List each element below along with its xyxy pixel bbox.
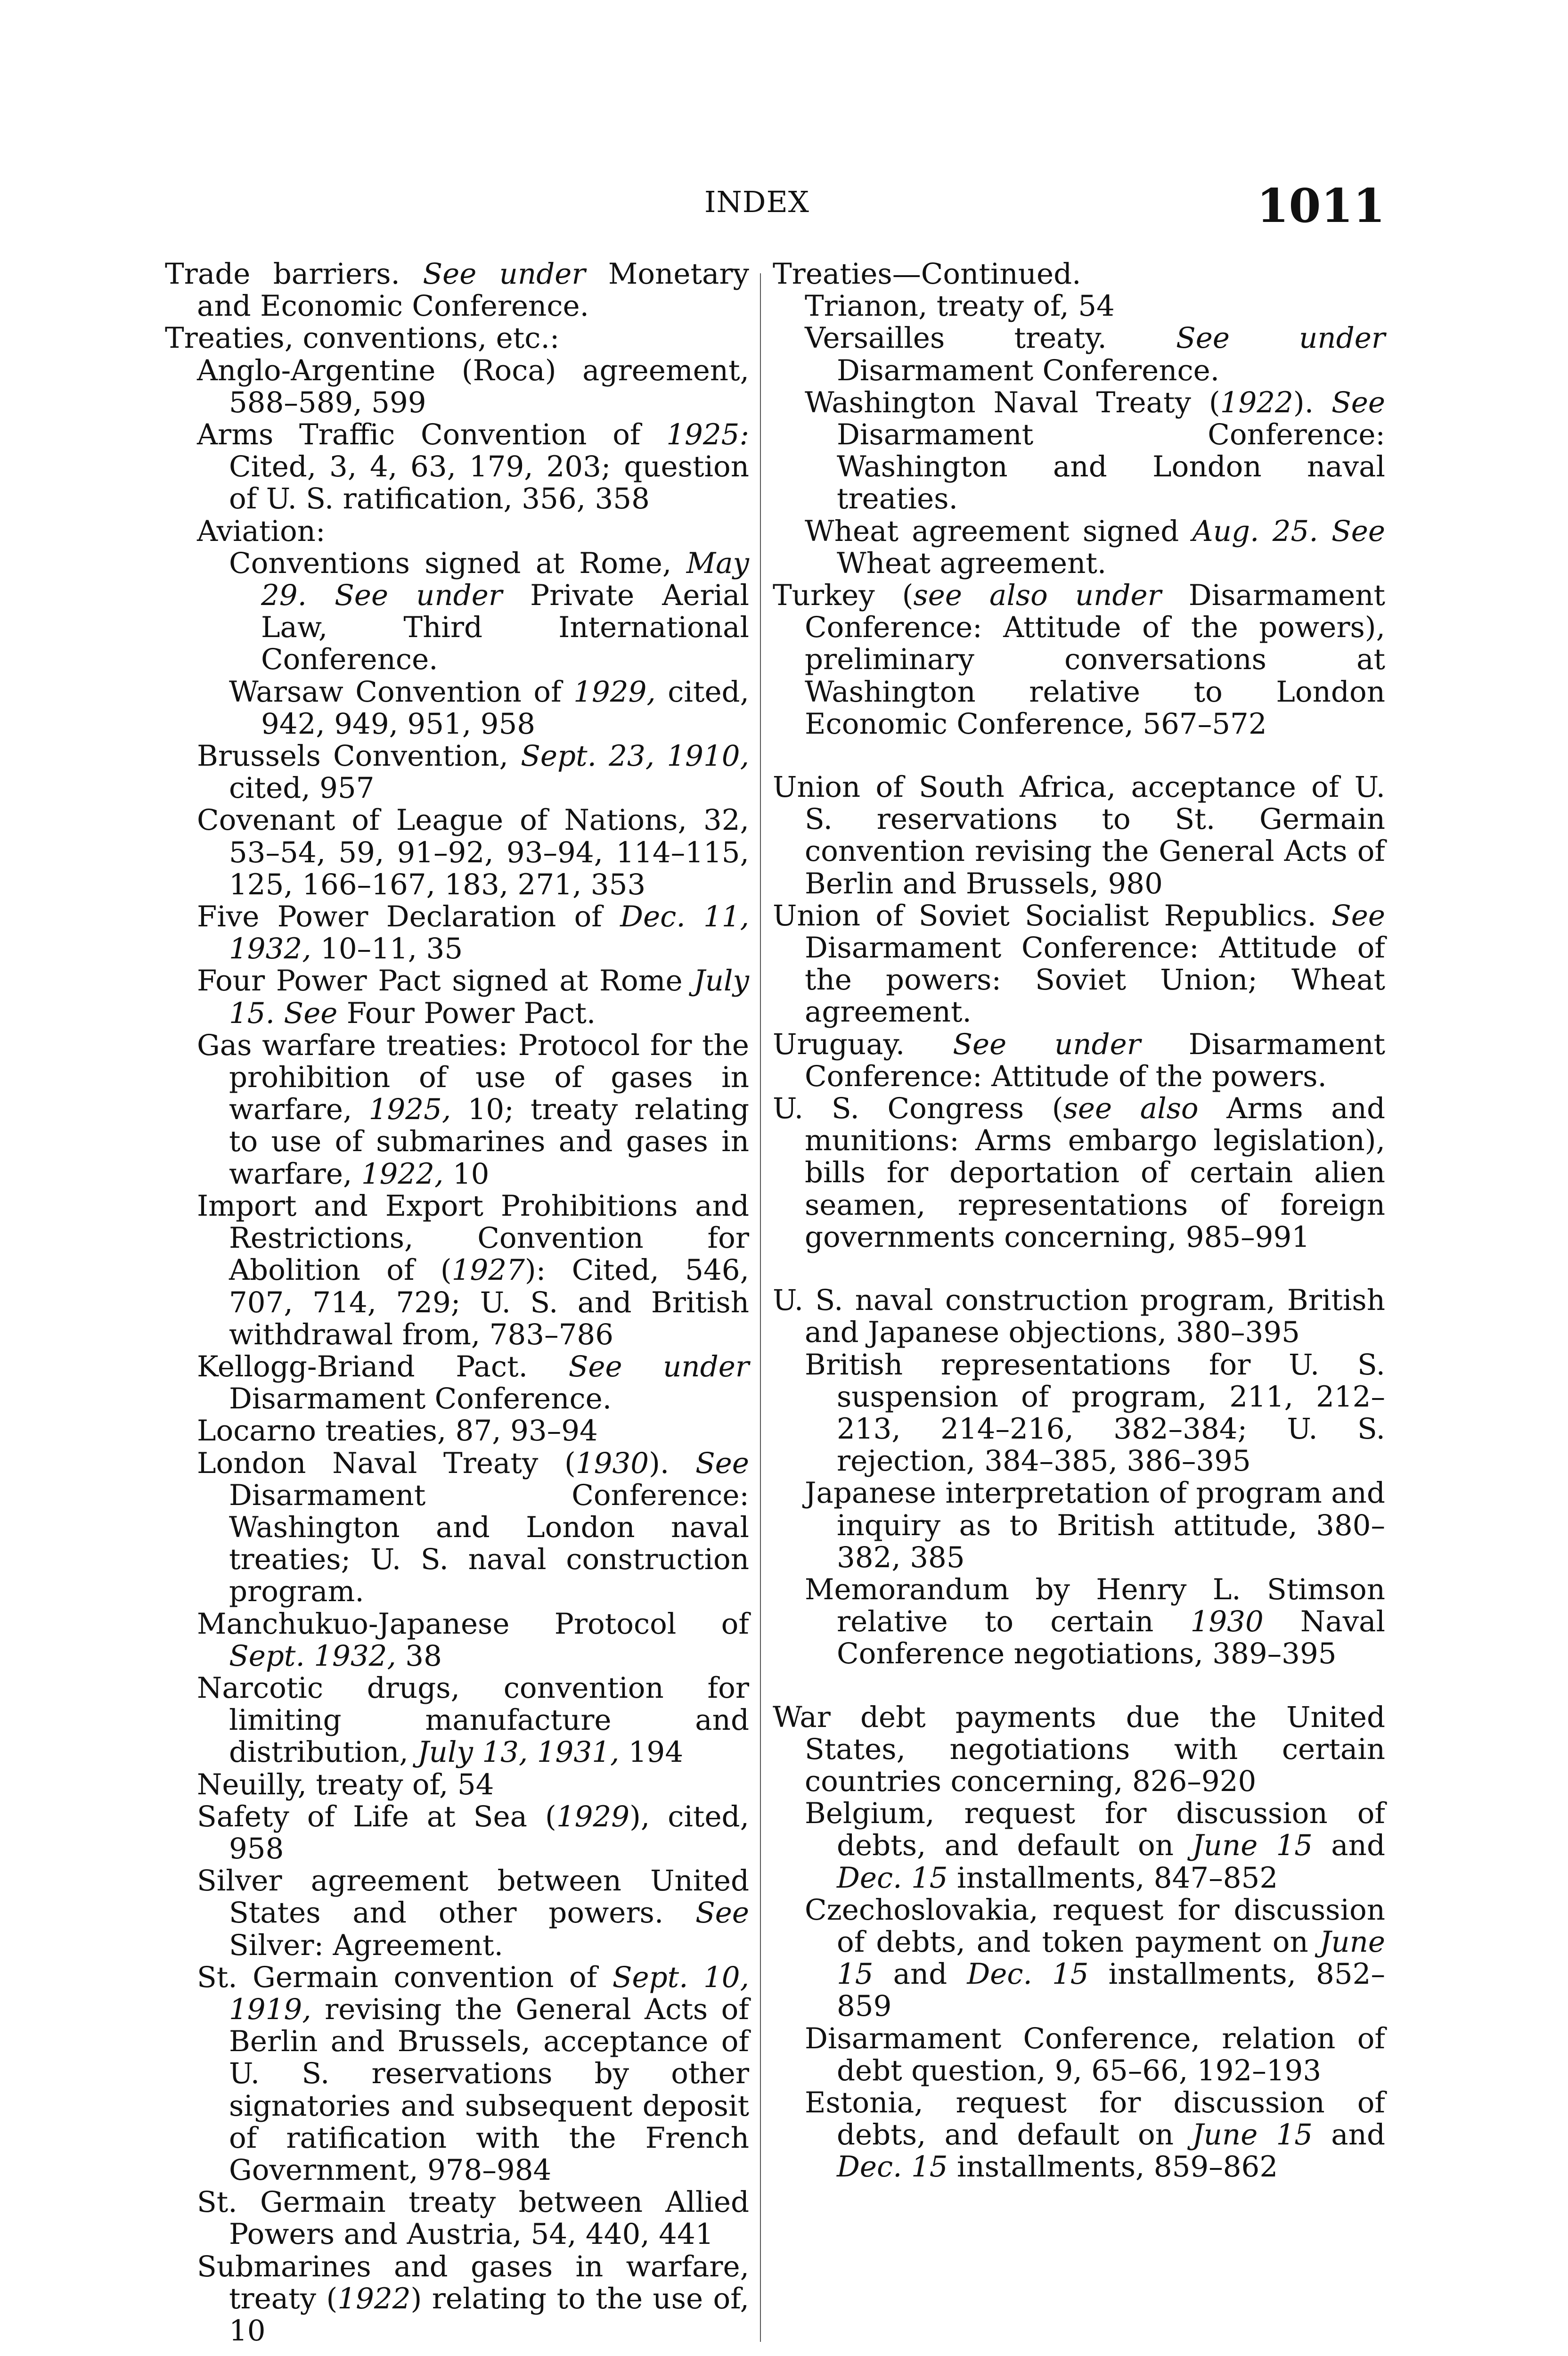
index-subentry: Washington Naval Treaty (1922). See Disarmament Conference: Washington and London naval treaties. [805, 385, 1385, 516]
index-subentry: Wheat agreement signed Aug. 25. See Wheat agreement. [805, 514, 1385, 580]
index-subentry: Memorandum by Henry L. Stimson relative to certain 1930 Naval Conference negotiations, 389–395 [805, 1572, 1385, 1671]
index-entry: U. S. naval construction program, British and Japanese objections, 380–395 [773, 1284, 1385, 1350]
index-column-left [165, 258, 749, 2347]
index-subentry: Submarines and gases in warfare, treaty (1922) relating to the use of, 10 [197, 2250, 749, 2348]
index-subentry: Anglo-Argentine (Roca) agreement, 588–589, 599 [197, 353, 749, 419]
index-subentry: Four Power Pact signed at Rome July 15. See Four Power Pact. [197, 964, 749, 1030]
index-entry: Turkey (see also under Disarmament Conference: Attitude of the powers), preliminary conversations at Washington relative to London Economic Conference, 567–572 [773, 579, 1385, 741]
index-entry: Treaties—Continued. [773, 257, 1081, 291]
index-subentry: Disarmament Conference, relation of debt question, 9, 65–66, 192–193 [805, 2021, 1385, 2087]
index-subentry: Kellogg-Briand Pact. See under Disarmament Conference. [197, 1350, 749, 1416]
index-entry: Union of South Africa, acceptance of U. S. reservations to St. Germain convention revising the General Acts of Berlin and Brussels, 980 [773, 770, 1385, 900]
index-entry: Trade barriers. See under Monetary and Economic Conference. [165, 257, 750, 323]
index-subentry: Versailles treaty. See under Disarmament Conference. [805, 321, 1386, 387]
index-subentry: Safety of Life at Sea (1929), cited, 958 [197, 1800, 749, 1865]
index-subentry: Narcotic drugs, convention for limiting manufacture and distribution, July 13, 1931, 194 [197, 1671, 749, 1769]
index-subentry: Five Power Declaration of Dec. 11, 1932, 10–11, 35 [197, 900, 749, 966]
index-subentry: Japanese interpretation of program and inquiry as to British attitude, 380–382, 385 [805, 1476, 1385, 1574]
index-subentry: Czechoslovakia, request for discussion of debts, and token payment on June 15 and Dec. 15 installments, 852–859 [805, 1893, 1385, 2023]
index-subentry: Locarno treaties, 87, 93–94 [197, 1414, 598, 1448]
index-column-right [773, 258, 1385, 2184]
index-entry: Union of Soviet Socialist Republics. See Disarmament Conference: Attitude of the powers: Soviet Union; Wheat agreement. [773, 899, 1385, 1029]
index-subentry: Aviation: [197, 514, 326, 548]
index-subentry: British representations for U. S. suspension of program, 211, 212–213, 214–216, 382–384; U. S. rejection, 384–385, 386–395 [805, 1348, 1385, 1478]
index-entry: Treaties, conventions, etc.: [165, 321, 560, 355]
index-subentry: Arms Traffic Convention of 1925: Cited, 3, 4, 63, 179, 203; question of U. S. ratification, 356, 358 [197, 418, 749, 516]
index-entry: War debt payments due the United States, negotiations with certain countries concerning, 826–920 [773, 1700, 1385, 1798]
index-entry: Uruguay. See under Disarmament Conference: Attitude of the powers. [773, 1027, 1386, 1093]
index-subentry: Estonia, request for discussion of debts, and default on June 15 and Dec. 15 installments, 859–862 [805, 2086, 1385, 2184]
column-divider [760, 273, 761, 2342]
index-subentry: St. Germain treaty between Allied Powers and Austria, 54, 440, 441 [197, 2185, 749, 2251]
index-subentry: London Naval Treaty (1930). See Disarmament Conference: Washington and London naval treaties; U. S. naval construction program. [197, 1446, 749, 1609]
index-subentry: Neuilly, treaty of, 54 [197, 1767, 494, 1801]
index-subsubentry: Conventions signed at Rome, May 29. See under Private Aerial Law, Third International Conference. [229, 546, 749, 677]
running-head: INDEX [704, 185, 809, 219]
index-subentry: Brussels Convention, Sept. 23, 1910, cited, 957 [197, 739, 749, 805]
index-subentry: Gas warfare treaties: Protocol for the prohibition of use of gases in warfare, 1925, 10; treaty relating to use of submarines and gases in warfare, 1922, 10 [197, 1028, 750, 1191]
index-subentry: Trianon, treaty of, 54 [805, 289, 1115, 323]
index-subentry: Manchukuo-Japanese Protocol of Sept. 1932, 38 [197, 1607, 749, 1673]
page-number: 1011 [1257, 179, 1385, 233]
index-entry: U. S. Congress (see also Arms and munitions: Arms embargo legislation), bills for deportation of certain alien seamen, representations of foreign governments concerning, 985–991 [773, 1092, 1385, 1254]
index-subentry: Silver agreement between United States and other powers. See Silver: Agreement. [197, 1864, 749, 1962]
index-subentry: Covenant of League of Nations, 32, 53–54, 59, 91–92, 93–94, 114–115, 125, 166–167, 183, 271, 353 [197, 803, 749, 901]
index-subsubentry: Warsaw Convention of 1929, cited, 942, 949, 951, 958 [229, 675, 749, 741]
index-subentry: St. Germain convention of Sept. 10, 1919, revising the General Acts of Berlin and Brussels, acceptance of U. S. reservations by other signatories and subsequent deposit of ratification with the French Government, 978–984 [197, 1960, 749, 2187]
index-subentry: Belgium, request for discussion of debts, and default on June 15 and Dec. 15 installments, 847–852 [805, 1797, 1385, 1895]
index-subentry: Import and Export Prohibitions and Restrictions, Convention for Abolition of (1927): Cited, 546, 707, 714, 729; U. S. and British withdrawal from, 783–786 [197, 1189, 750, 1351]
